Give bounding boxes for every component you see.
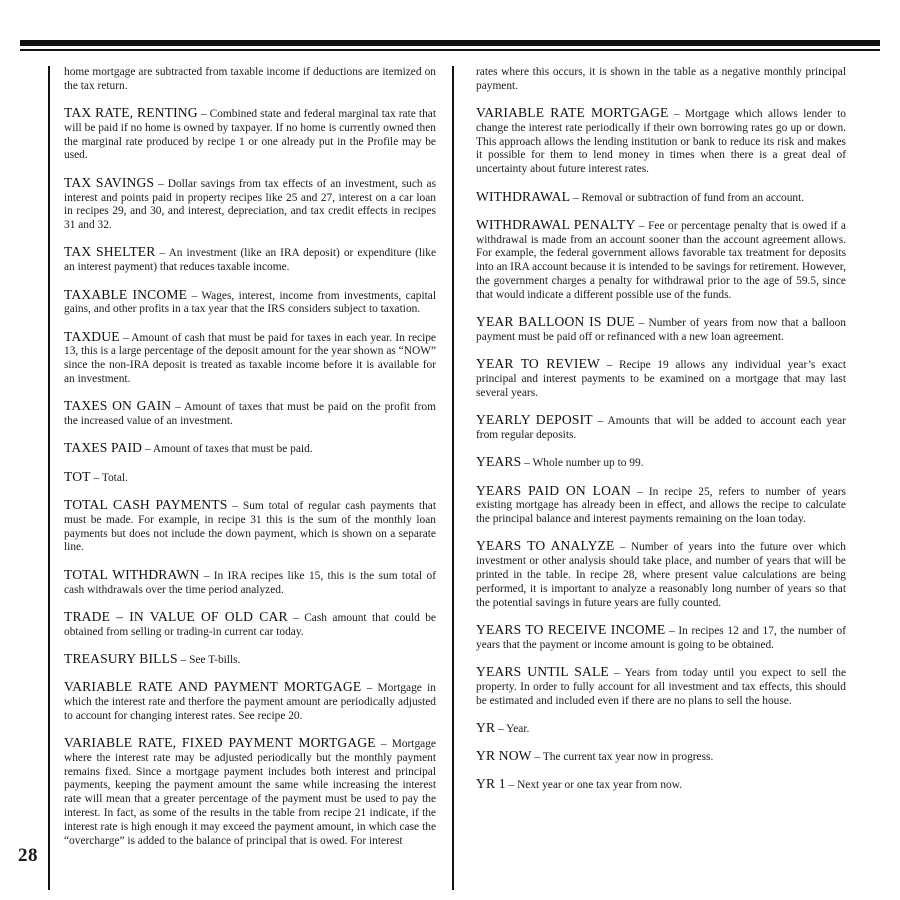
glossary-entry bbox=[64, 610, 436, 640]
glossary-definition: – In IRA recipes like 15, this is the sum total of cash withdrawals over the time period analyzed. bbox=[64, 569, 436, 596]
glossary-term: WITHDRAWAL bbox=[476, 188, 571, 204]
glossary-term: YEARS bbox=[476, 454, 522, 470]
glossary-term: YR 1 bbox=[476, 776, 506, 792]
glossary-definition: – In recipe 25, refers to number of years existing mortgage has already been in effect, and allows the recipe to calculate the principal balance and interest payments remaining on the loan today. bbox=[476, 485, 846, 526]
glossary-entry bbox=[64, 288, 436, 318]
glossary-entry bbox=[64, 330, 436, 387]
glossary-entry bbox=[64, 399, 436, 429]
glossary-definition: – Dollar savings from tax effects of an investment, such as interest and points paid in property recipes like 25 and 27, interest on a car loan in recipes 29, and 30, and interest, depreciation, and tax credit effects in recipes 31 and 32. bbox=[64, 177, 437, 232]
glossary-entry bbox=[476, 218, 846, 303]
glossary-definition: – Fee or percentage penalty that is owed if a withdrawal is made from an account sooner than the account agreement allows. For example, the federal government allows favorable tax treatment for deposits into an IRA account because it is intended to be savings for retirement. However, the government charges a penalty for withdrawal prior to the age of 59.5, since that would indicate a different possible use of the funds. bbox=[476, 219, 846, 301]
glossary-definition: – Mortgage which allows lender to change the interest rate periodically if their own borrowing rates go up or down. This approach allows the lending institution or bank to reduce its risk and makes it possible for them to lend money in times when there is a great deal of uncertainty about future interest rates. bbox=[476, 108, 846, 176]
glossary-term: TAXABLE INCOME bbox=[64, 286, 188, 302]
glossary-term: TAXES ON GAIN bbox=[64, 398, 172, 414]
glossary-term: TAX RATE, RENTING bbox=[64, 105, 198, 121]
glossary-entry bbox=[476, 455, 846, 471]
glossary-term: YEAR TO REVIEW bbox=[476, 356, 600, 372]
glossary-definition: – Combined state and federal marginal tax rate that will be paid if no home is owned by taxpayer. If no home is currently owned then the marginal rate produced by recipe 1 or one already put in the Profile may be used. bbox=[64, 108, 437, 162]
glossary-entry bbox=[64, 470, 436, 486]
glossary-definition: – Mortgage in which the interest rate and therfore the payment amount are periodically adjusted to account for changing interest rates. See recipe 20. bbox=[64, 682, 436, 722]
glossary-entry bbox=[476, 623, 846, 653]
glossary-term: TOTAL WITHDRAWN bbox=[64, 566, 200, 582]
top-rule-thin bbox=[20, 49, 880, 51]
glossary-entry bbox=[64, 441, 436, 457]
glossary-term: TOTAL CASH PAYMENTS bbox=[64, 497, 228, 513]
glossary-definition: – Sum total of regular cash payments that must be made. For example, in recipe 31 this is the sum of the monthly loan payments but does not include the down payment, which is shown on a separate line. bbox=[64, 500, 436, 554]
glossary-definition: – See T-bills. bbox=[177, 653, 241, 666]
glossary-term: YEARS TO ANALYZE bbox=[476, 538, 615, 554]
right-column-continuation: rates where this occurs, it is shown in the table as a negative monthly principal payment. bbox=[476, 66, 846, 92]
glossary-definition: – Cash amount that could be obtained from selling or trading-in current car today. bbox=[64, 611, 436, 638]
glossary-term: TAX SAVINGS bbox=[64, 174, 155, 190]
left-column-continuation: home mortgage are subtracted from taxable income if deductions are itemized on the tax return. bbox=[64, 66, 436, 92]
glossary-term: YR bbox=[476, 719, 496, 735]
glossary-definition: – Amount of cash that must be paid for taxes in each year. In recipe 13, this is a large percentage of the deposit amount for the year shown as “NOW” since the non-IRA deposit is treated as taxable income before it is available for an investment. bbox=[64, 331, 436, 386]
glossary-term: WITHDRAWAL PENALTY bbox=[476, 216, 636, 232]
glossary-term: YEARLY DEPOSIT bbox=[476, 412, 593, 428]
glossary-entry bbox=[476, 484, 846, 527]
glossary-term: YR NOW bbox=[476, 748, 532, 764]
left-entries-list bbox=[64, 106, 436, 848]
column-divider-rule bbox=[452, 66, 454, 890]
glossary-entry bbox=[476, 777, 846, 793]
glossary-definition: – Amount of taxes that must be paid on the profit from the increased value of an investment. bbox=[64, 401, 436, 428]
glossary-entry bbox=[476, 665, 846, 708]
glossary-entry bbox=[476, 357, 846, 400]
glossary-term: VARIABLE RATE MORTGAGE bbox=[476, 105, 669, 121]
glossary-definition: – Whole number up to 99. bbox=[521, 457, 644, 470]
glossary-definition: – Years from today until you expect to sell the property. In order to fully account for all investment and tax effects, this should be estimated and included even if there are no plans to sell the house. bbox=[476, 667, 846, 707]
glossary-definition: – Total. bbox=[90, 471, 128, 484]
glossary-term: TRADE – IN VALUE OF OLD CAR bbox=[64, 608, 288, 624]
glossary-entry bbox=[476, 315, 846, 345]
glossary-term: TAXES PAID bbox=[64, 440, 143, 456]
glossary-entry bbox=[64, 568, 436, 598]
left-column bbox=[64, 66, 436, 861]
top-rule-thick bbox=[20, 40, 880, 46]
glossary-entry bbox=[64, 106, 436, 163]
glossary-entry bbox=[476, 721, 846, 737]
glossary-entry bbox=[476, 413, 846, 443]
glossary-entry bbox=[476, 749, 846, 765]
glossary-term: YEARS UNTIL SALE bbox=[476, 664, 609, 679]
glossary-term: TAXDUE bbox=[64, 328, 120, 344]
glossary-term: YEAR BALLOON IS DUE bbox=[476, 314, 635, 330]
glossary-term: YEARS TO RECEIVE INCOME bbox=[476, 621, 666, 637]
glossary-definition: – The current tax year now in progress. bbox=[531, 751, 714, 764]
left-margin-rule bbox=[48, 66, 50, 890]
glossary-entry bbox=[476, 190, 846, 206]
glossary-term: VARIABLE RATE, FIXED PAYMENT MORTGAGE bbox=[64, 735, 376, 751]
glossary-entry bbox=[476, 539, 846, 610]
glossary-definition: – Mortgage where the interest rate may be adjusted periodically but the monthly payment remains fixed. Since a mortgage payment includes both interest and principal payments, keeping the payment amount the same while increasing the interest rate will mean that a greater percentage of the payment must be used to pay the interest. In fact, as some of the results in the table from recipe 21 indicate, if the interest rate is high enough it may exceed the payment amount, in which case the “overcharge” is added to the balance of principal that is owed. For interest bbox=[64, 738, 436, 847]
glossary-definition: – An investment (like an IRA deposit) or expenditure (like an interest payment) that reduces taxable income. bbox=[64, 247, 437, 274]
right-column bbox=[476, 66, 846, 806]
right-entries-list bbox=[476, 106, 846, 793]
glossary-entry bbox=[64, 498, 436, 555]
glossary-definition: – Number of years from now that a balloon payment must be paid off or refinanced with a new loan agreement. bbox=[476, 317, 846, 343]
glossary-term: VARIABLE RATE AND PAYMENT MORTGAGE bbox=[64, 679, 362, 695]
glossary-entry bbox=[64, 652, 436, 668]
glossary-entry bbox=[64, 176, 436, 233]
glossary-definition: – Recipe 19 allows any individual year’s exact principal and interest payments to be examined on a mortgage that may last several years. bbox=[476, 359, 846, 399]
glossary-term: TOT bbox=[64, 468, 91, 484]
glossary-definition: – In recipes 12 and 17, the number of years that the payment or income amount is going to be obtained. bbox=[476, 624, 846, 651]
glossary-entry bbox=[64, 680, 436, 723]
glossary-definition: – Amounts that will be added to account each year from regular deposits. bbox=[476, 415, 846, 441]
glossary-term: TAX SHELTER bbox=[64, 244, 156, 260]
glossary-definition: – Wages, interest, income from investments, capital gains, and other profits in a tax year that the IRS considers subject to taxation. bbox=[64, 289, 436, 316]
glossary-entry bbox=[64, 245, 436, 275]
page-number: 28 bbox=[18, 845, 38, 866]
glossary-entry bbox=[64, 736, 436, 848]
glossary-entry bbox=[476, 106, 846, 177]
glossary-definition: – Amount of taxes that must be paid. bbox=[142, 443, 313, 456]
glossary-definition: – Number of years into the future over which investment or other analysis should take place, and number of years that will be printed in the table. In recipe 28, where present value calculations are being performed, it is important to analyze a reasonably long number of years so that the potential savings in future years are fully counted. bbox=[476, 541, 846, 609]
glossary-definition: – Year. bbox=[495, 722, 530, 735]
glossary-definition: – Next year or one tax year from now. bbox=[505, 779, 683, 792]
glossary-term: TREASURY BILLS bbox=[64, 650, 178, 666]
glossary-definition: – Removal or subtraction of fund from an account. bbox=[570, 191, 805, 204]
glossary-term: YEARS PAID ON LOAN bbox=[476, 482, 631, 498]
